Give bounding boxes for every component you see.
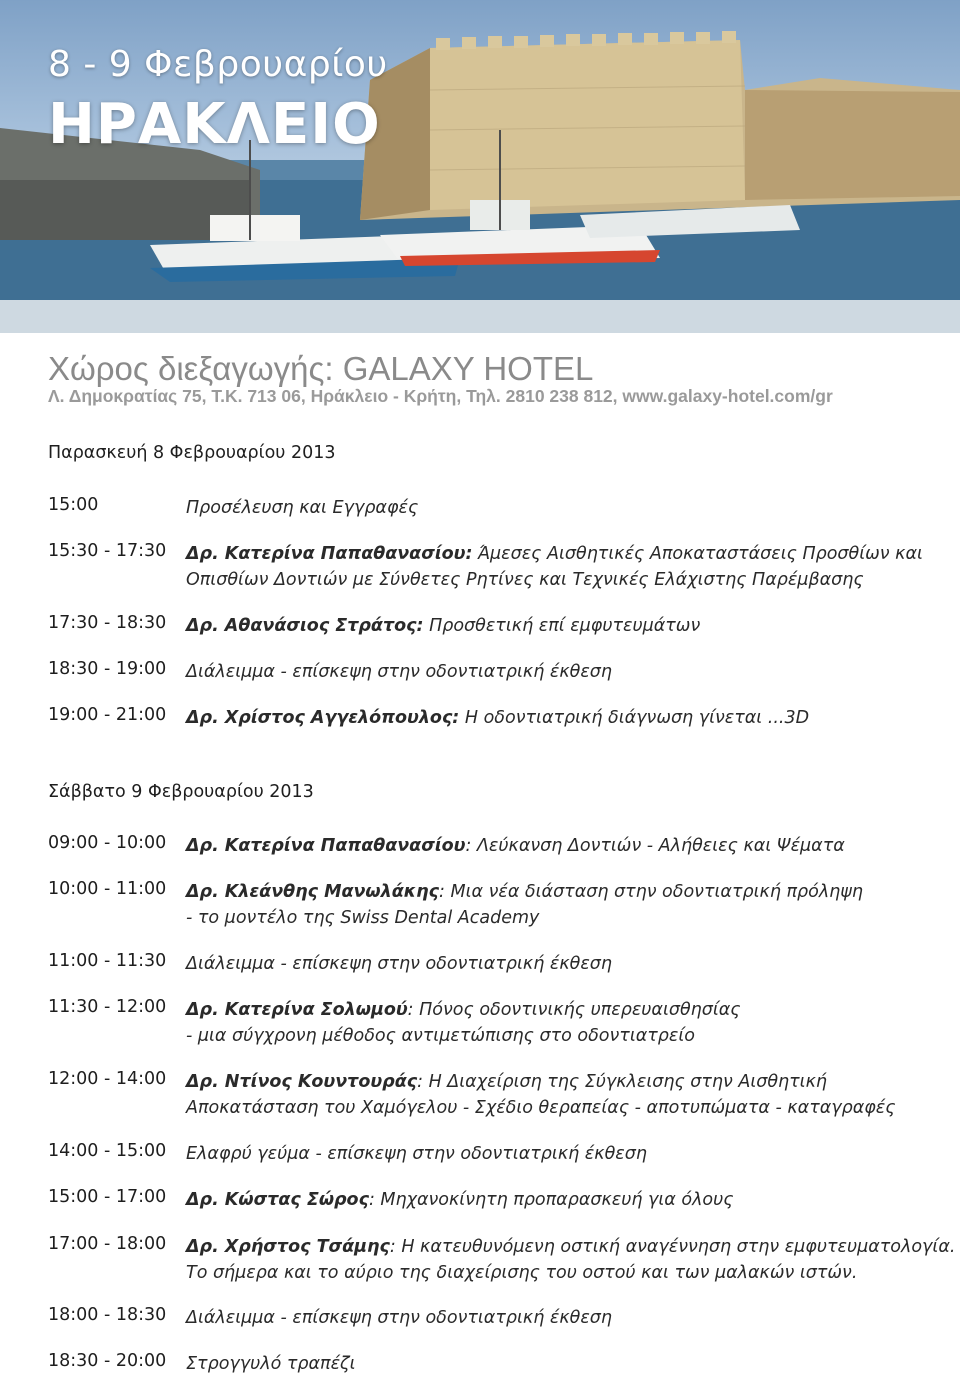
speaker-name: Δρ. Ντίνος Κουντουράς xyxy=(186,1072,418,1092)
event-dates: 8 - 9 Φεβρουαρίου xyxy=(48,44,388,85)
session-text: Στρογγυλό τραπέζι xyxy=(186,1354,356,1374)
session-text: Προσθετική επί εμφυτευμάτων xyxy=(423,616,701,636)
session-time: 12:00 - 14:00 xyxy=(48,1069,167,1089)
session-text: Αποκατάσταση του Χαμόγελου - Σχέδιο θεραπείας - αποτυπώματα - καταγραφές xyxy=(186,1098,896,1118)
session-description xyxy=(186,833,926,859)
session-text: Προσέλευση και Εγγραφές xyxy=(186,498,419,518)
session-text: Διάλειμμα - επίσκεψη στην οδοντιατρική έκθεση xyxy=(186,1308,612,1328)
venue-title: Χώρος διεξαγωγής: GALAXY HOTEL xyxy=(48,350,594,387)
session-time: 18:30 - 20:00 xyxy=(48,1351,167,1371)
day1-heading: Παρασκευή 8 Φεβρουαρίου 2013 xyxy=(48,443,336,463)
session-time: 15:00 xyxy=(48,495,99,515)
session-time: 15:30 - 17:30 xyxy=(48,541,167,561)
speaker-name: Δρ. Κώστας Σώρος xyxy=(186,1190,369,1210)
hero-banner xyxy=(0,0,960,333)
session-text: : Η Διαχείριση της Σύγκλεισης στην Αισθητική xyxy=(417,1072,828,1092)
venue-address: Λ. Δημοκρατίας 75, Τ.Κ. 713 06, Ηράκλειο - Κρήτη, Τηλ. 2810 238 812, www.galaxy-hotel.com/gr xyxy=(48,386,833,406)
session-description xyxy=(186,1141,926,1167)
session-text: Το σήμερα και το αύριο της διαχείρισης του οστού και των μαλακών ιστών. xyxy=(186,1263,858,1283)
day2-heading: Σάββατο 9 Φεβρουαρίου 2013 xyxy=(48,782,314,802)
session-text: Ελαφρύ γεύμα - επίσκεψη στην οδοντιατρική έκθεση xyxy=(186,1144,647,1164)
speaker-name: Δρ. Κλεάνθης Μανωλάκης xyxy=(186,882,440,902)
speaker-name: Δρ. Κατερίνα Παπαθανασίου: xyxy=(186,544,473,564)
session-description xyxy=(186,997,926,1049)
session-text: Άμεσες Αισθητικές Αποκαταστάσεις Προσθίων και xyxy=(472,544,923,564)
speaker-name: Δρ. Χρήστος Τσάμης xyxy=(186,1237,390,1257)
session-text: Οπισθίων Δοντιών με Σύνθετες Ρητίνες και Τεχνικές Ελάχιστης Παρέμβασης xyxy=(186,570,864,590)
session-text: : Μηχανοκίνητη προπαρασκευή για όλους xyxy=(368,1190,734,1210)
session-time: 17:00 - 18:00 xyxy=(48,1234,167,1254)
session-text: - το μοντέλο της Swiss Dental Academy xyxy=(186,908,540,928)
session-description xyxy=(186,1187,926,1213)
session-description xyxy=(186,1305,926,1331)
session-time: 10:00 - 11:00 xyxy=(48,879,167,899)
session-time: 18:00 - 18:30 xyxy=(48,1305,167,1325)
session-text: Η οδοντιατρική διάγνωση γίνεται ...3D xyxy=(459,708,810,728)
session-description xyxy=(186,541,926,593)
speaker-name: Δρ. Κατερίνα Παπαθανασίου xyxy=(186,836,466,856)
session-description xyxy=(186,495,926,521)
session-time: 19:00 - 21:00 xyxy=(48,705,167,725)
session-time: 14:00 - 15:00 xyxy=(48,1141,167,1161)
session-text: : Λεύκανση Δοντιών - Αλήθειες και Ψέματα xyxy=(465,836,845,856)
session-time: 11:30 - 12:00 xyxy=(48,997,167,1017)
session-description xyxy=(186,879,926,931)
session-text: : Πόνος οδοντινικής υπερευαισθησίας xyxy=(407,1000,741,1020)
session-text: Διάλειμμα - επίσκεψη στην οδοντιατρική έκθεση xyxy=(186,662,612,682)
session-description xyxy=(186,1069,926,1121)
session-text: : Μια νέα διάσταση στην οδοντιατρική πρόληψη xyxy=(439,882,863,902)
session-time: 17:30 - 18:30 xyxy=(48,613,167,633)
session-description xyxy=(186,1234,956,1286)
session-time: 11:00 - 11:30 xyxy=(48,951,167,971)
session-time: 09:00 - 10:00 xyxy=(48,833,167,853)
session-description xyxy=(186,659,926,685)
session-description xyxy=(186,1351,926,1377)
speaker-name: Δρ. Αθανάσιος Στράτος: xyxy=(186,616,424,636)
session-description xyxy=(186,705,926,731)
session-description xyxy=(186,951,926,977)
session-time: 15:00 - 17:00 xyxy=(48,1187,167,1207)
speaker-name: Δρ. Χρίστος Αγγελόπουλος: xyxy=(186,708,460,728)
event-city: ΗΡΑΚΛΕΙΟ xyxy=(48,92,381,157)
session-text: : Η κατευθυνόμενη οστική αναγέννηση στην εμφυτευματολογία. xyxy=(389,1237,956,1257)
session-text: - μια σύγχρονη μέθοδος αντιμετώπισης στο οδοντιατρείο xyxy=(186,1026,696,1046)
session-description xyxy=(186,613,926,639)
session-time: 18:30 - 19:00 xyxy=(48,659,167,679)
session-text: Διάλειμμα - επίσκεψη στην οδοντιατρική έκθεση xyxy=(186,954,612,974)
speaker-name: Δρ. Κατερίνα Σολωμού xyxy=(186,1000,408,1020)
